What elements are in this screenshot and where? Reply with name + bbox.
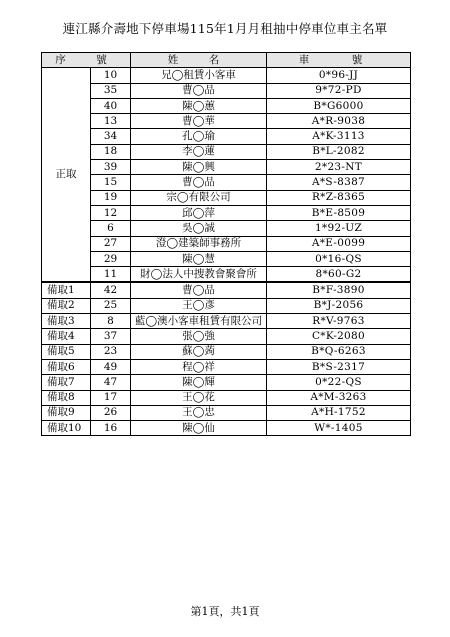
waitlist-label: 備取9 [42,405,91,420]
waitlist-label: 備取3 [42,314,91,329]
primary-section [42,68,411,283]
waitlist-label: 備取1 [42,282,91,298]
draw-number: 42 [91,282,131,298]
owner-name: 兄◯租賃小客車 [131,68,267,83]
owner-name: 澄◯建築師事務所 [131,236,267,251]
draw-number: 10 [91,68,131,83]
table-row [42,175,411,190]
draw-number: 12 [91,205,131,220]
draw-number: 39 [91,160,131,175]
plate-number: B*Q-6263 [267,344,411,359]
table-row [42,83,411,98]
draw-number: 18 [91,144,131,159]
owner-name: 陳◯仙 [131,421,267,436]
owner-name: 陳◯輝 [131,375,267,390]
owner-name: 王◯忠 [131,405,267,420]
owner-name: 程◯祥 [131,359,267,374]
table-row [42,375,411,390]
table-row [42,344,411,359]
draw-number: 35 [91,83,131,98]
owner-name: 李◯蓮 [131,144,267,159]
draw-number: 40 [91,98,131,113]
owner-name: 藍◯澳小客車租賃有限公司 [131,314,267,329]
table-row [42,114,411,129]
header-name: 姓 名 [131,53,267,68]
plate-number: B*J-2056 [267,298,411,313]
waitlist-label: 備取8 [42,390,91,405]
owner-name: 張◯強 [131,329,267,344]
draw-number: 37 [91,329,131,344]
owner-name: 財◯法人中捜教會聚會所 [131,267,267,283]
table-row [42,205,411,220]
plate-number: A*M-3263 [267,390,411,405]
draw-number: 26 [91,405,131,420]
page-number: 第1頁，共1頁 [190,605,260,618]
header-plate: 車 號 [267,53,411,68]
plate-number: C*K-2080 [267,329,411,344]
plate-number: 8*60-G2 [267,267,411,283]
owner-name: 陳◯蕙 [131,98,267,113]
draw-number: 16 [91,421,131,436]
draw-number: 13 [91,114,131,129]
table-row [42,282,411,298]
table-row [42,405,411,420]
draw-number: 34 [91,129,131,144]
table-row [42,221,411,236]
owner-name: 蘇◯蒟 [131,344,267,359]
draw-number: 27 [91,236,131,251]
draw-number: 29 [91,251,131,266]
draw-number: 47 [91,375,131,390]
owner-name: 王◯花 [131,390,267,405]
owner-name: 孔◯瑜 [131,129,267,144]
draw-number: 23 [91,344,131,359]
group-label-primary: 正取 [42,68,91,283]
owner-name: 曹◯品 [131,83,267,98]
page-title: 連江縣介壽地下停車場115年1月月租抽中停車位車主名單 [62,21,388,36]
plate-number: A*R-9038 [267,114,411,129]
plate-number: 0*16-QS [267,251,411,266]
draw-number: 49 [91,359,131,374]
draw-number: 19 [91,190,131,205]
waitlist-label: 備取10 [42,421,91,436]
plate-number: A*H-1752 [267,405,411,420]
plate-number: B*E-8509 [267,205,411,220]
plate-number: 0*22-QS [267,375,411,390]
plate-number: A*K-3113 [267,129,411,144]
waitlist-label: 備取4 [42,329,91,344]
table-row [42,390,411,405]
draw-number: 6 [91,221,131,236]
draw-number: 17 [91,390,131,405]
waitlist-label: 備取5 [42,344,91,359]
draw-number: 8 [91,314,131,329]
table-row [42,68,411,83]
table-row [42,129,411,144]
plate-number: R*Z-8365 [267,190,411,205]
draw-number: 15 [91,175,131,190]
table-row [42,329,411,344]
table-row [42,251,411,266]
plate-number: A*E-0099 [267,236,411,251]
plate-number: A*S-8387 [267,175,411,190]
owner-name: 陳◯慧 [131,251,267,266]
owner-name: 陳◯興 [131,160,267,175]
plate-number: R*V-9763 [267,314,411,329]
plate-number: W*-1405 [267,421,411,436]
table-row [42,236,411,251]
owner-name: 吳◯誠 [131,221,267,236]
table-row [42,190,411,205]
plate-number: B*L-2082 [267,144,411,159]
table-row [42,267,411,283]
draw-number: 11 [91,267,131,283]
table-row [42,144,411,159]
table-row [42,421,411,436]
plate-number: 1*92-UZ [267,221,411,236]
waitlist-label: 備取6 [42,359,91,374]
waitlist-label: 備取2 [42,298,91,313]
plate-number: B*S-2317 [267,359,411,374]
owner-name: 曹◯品 [131,175,267,190]
draw-number: 25 [91,298,131,313]
table-row [42,298,411,313]
owner-name: 曹◯華 [131,114,267,129]
owner-name: 曹◯品 [131,282,267,298]
plate-number: B*F-3890 [267,282,411,298]
plate-number: B*G6000 [267,98,411,113]
owner-name: 邱◯萍 [131,205,267,220]
plate-number: 2*23-NT [267,160,411,175]
table-header-row [42,53,411,68]
table-row [42,98,411,113]
plate-number: 0*96-JJ [267,68,411,83]
table-row [42,359,411,374]
plate-number: 9*72-PD [267,83,411,98]
owner-name: 宗◯有限公司 [131,190,267,205]
table-row [42,314,411,329]
waitlist-label: 備取7 [42,375,91,390]
owner-name: 王◯彥 [131,298,267,313]
waitlist-section [42,282,411,435]
parking-roster-table [41,52,411,436]
header-seq: 序 號 [42,53,131,68]
table-row [42,160,411,175]
